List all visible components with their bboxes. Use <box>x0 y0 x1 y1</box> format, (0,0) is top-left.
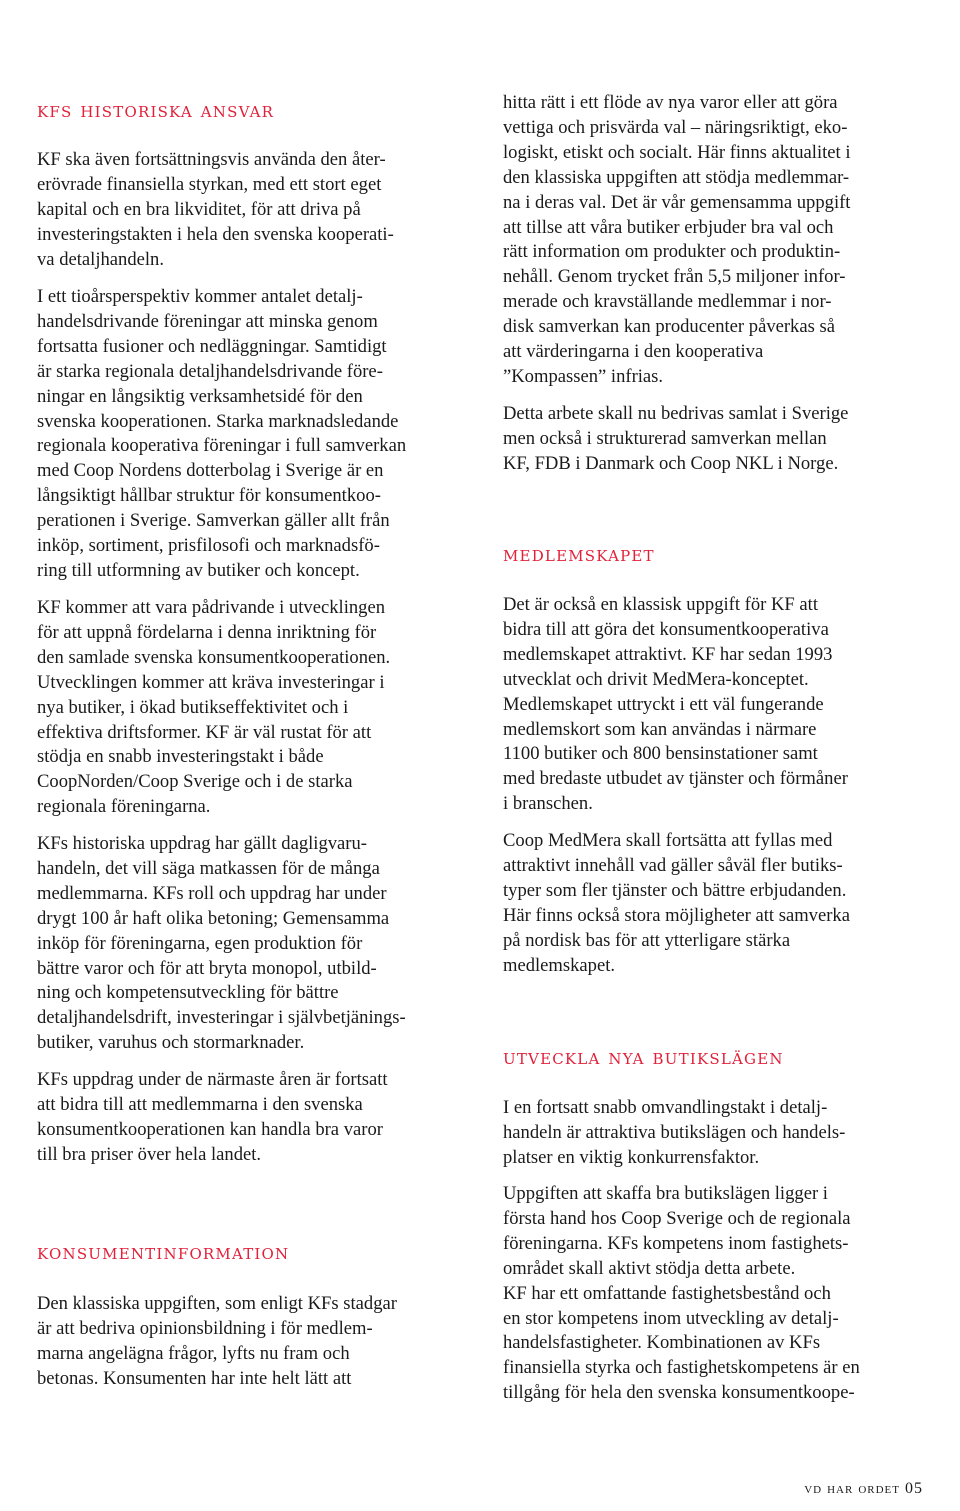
paragraph <box>503 1096 845 1171</box>
text-line: I ett tioårsperspektiv kommer antalet detalj- <box>37 286 363 307</box>
text-line: typer som fler tjänster och bättre erbjudanden. <box>503 879 847 901</box>
paragraph <box>37 148 394 273</box>
paragraph <box>37 596 390 820</box>
text-line: butiker, varuhus och stormarknader. <box>37 1032 305 1054</box>
text-line: bidra till att göra det konsumentkooperativa <box>503 618 829 640</box>
paragraph <box>37 832 406 1056</box>
paragraph <box>37 1292 397 1392</box>
paragraph <box>37 1068 388 1168</box>
text-line: inköp, sortiment, prisfilosofi och marknadsfö- <box>37 535 380 557</box>
text-line: effektiva driftsformer. KF är väl rustat för att <box>37 721 372 743</box>
text-line: medlemskapet. <box>503 954 616 976</box>
text-line: kapital och en bra likviditet, för att driva på <box>37 198 361 220</box>
text-line: fortsatta fusioner och nedläggningar. Samtidigt <box>37 335 387 357</box>
text-line: föreningarna. KFs kompetens inom fastighets- <box>503 1232 849 1254</box>
text-line: regionala kooperativa föreningar i full samverkan <box>37 435 407 457</box>
text-line: Här finns också stora möjligheter att samverka <box>503 904 850 926</box>
paragraph <box>503 829 850 978</box>
text-line: disk samverkan kan producenter påverkas så <box>503 316 835 338</box>
text-line: investeringstakten i hela den svenska kooperati- <box>37 223 394 245</box>
text-line: CoopNorden/Coop Sverige och i de starka <box>37 771 353 793</box>
text-line: är att bedriva opinionsbildning i för medlem- <box>37 1317 373 1339</box>
text-line: perationen i Sverige. Samverkan gäller allt från <box>37 510 390 532</box>
text-line: va detaljhandeln. <box>37 248 165 270</box>
text-line: vettiga och prisvärda val – näringsriktigt, eko- <box>503 116 848 138</box>
text-line: platser en viktig konkurrensfaktor. <box>503 1146 760 1168</box>
text-line: första hand hos Coop Sverige och de regionala <box>503 1207 851 1229</box>
text-line: regionala föreningarna. <box>37 796 211 818</box>
text-line: ring till utformning av butiker och koncept. <box>37 559 360 581</box>
text-line: detaljhandelsdrift, investeringar i självbetjänings- <box>37 1007 406 1029</box>
text-line: na i deras val. Det är vår gemensamma uppgift <box>503 191 851 213</box>
text-line: området skall aktivt stödja detta arbete. <box>503 1257 796 1279</box>
text-line: marna angelägna frågor, lyfts nu fram och <box>37 1342 350 1364</box>
text-line: medlemskort som kan användas i närmare <box>503 718 817 740</box>
text-line: Den klassiska uppgiften, som enligt KFs stadgar <box>37 1293 397 1314</box>
page-footer: vd har ordet 05 <box>804 1480 923 1497</box>
text-line: ning och kompetensutveckling för bättre <box>37 982 339 1004</box>
text-line: Coop MedMera skall fortsätta att fyllas med <box>503 830 833 851</box>
text-line: på nordisk bas för att ytterligare stärka <box>503 929 791 951</box>
text-line: hitta rätt i ett flöde av nya varor eller att göra <box>503 92 838 113</box>
text-line: svenska kooperationen. Starka marknadsledande <box>37 410 399 432</box>
text-line: är starka regionala detaljhandelsdrivande före- <box>37 360 383 382</box>
text-line: den samlade svenska konsumentkooperationen. <box>37 646 391 668</box>
text-line: långsiktigt hållbar struktur för konsumentkoo- <box>37 485 381 507</box>
text-line: handeln är attraktiva butikslägen och handels- <box>503 1121 846 1143</box>
text-line: erövrade finansiella styrkan, med ett stort eget <box>37 173 382 195</box>
text-line: attraktivt innehåll vad gäller såväl fler butiks- <box>503 854 843 876</box>
text-line: betonas. Konsumenten har inte helt lätt att <box>37 1367 352 1389</box>
text-line: inköp för föreningarna, egen produktion för <box>37 932 363 954</box>
text-line: handelsdrivande föreningar att minska genom <box>37 310 378 332</box>
text-line: en stor kompetens inom utveckling av detalj- <box>503 1307 839 1329</box>
paragraph <box>37 285 406 584</box>
text-line: KFs historiska uppdrag har gällt dagligvaru- <box>37 833 367 854</box>
text-line: KF ska även fortsättningsvis använda den åter- <box>37 149 386 170</box>
text-line: att bidra till att medlemmarna i den svenska <box>37 1093 363 1115</box>
text-line: Det är också en klassisk uppgift för KF att <box>503 594 818 615</box>
text-line: logiskt, etiskt och socialt. Här finns aktualitet i <box>503 141 851 163</box>
heading-utveckla-nya-butikslagen: utveckla nya butikslägen <box>503 1045 784 1069</box>
text-line: tillgång för hela den svenska konsumentkoope- <box>503 1382 855 1404</box>
text-line: att tillse att våra butiker erbjuder bra val och <box>503 216 834 238</box>
text-line: Medlemskapet uttryckt i ett väl fungerande <box>503 693 824 715</box>
text-line: ningar en långsiktig verksamhetsidé för den <box>37 385 363 407</box>
paragraph <box>503 1182 860 1406</box>
text-line: nya butiker, i ökad butikseffektivitet och i <box>37 696 349 718</box>
text-line: med bredaste utbudet av tjänster och förmåner <box>503 768 848 790</box>
text-line: 1100 butiker och 800 bensinstationer samt <box>503 743 818 765</box>
text-line: den klassiska uppgiften att stödja medlemmar- <box>503 166 850 188</box>
text-line: men också i strukturerad samverkan mellan <box>503 427 827 449</box>
text-line: med Coop Nordens dotterbolag i Sverige är en <box>37 460 384 482</box>
text-line: KF kommer att vara pådrivande i utvecklingen <box>37 597 386 618</box>
text-line: stödja en snabb investeringstakt i både <box>37 746 324 768</box>
text-line: finansiella styrka och fastighetskompetens är en <box>503 1357 860 1379</box>
text-line: rätt information om produkter och produktin- <box>503 241 841 263</box>
text-line: KFs uppdrag under de närmaste åren är fortsatt <box>37 1069 388 1090</box>
text-line: att värderingarna i den kooperativa <box>503 341 764 363</box>
text-line: konsumentkooperationen kan handla bra varor <box>37 1118 383 1140</box>
text-line: I en fortsatt snabb omvandlingstakt i detalj- <box>503 1097 828 1118</box>
heading-medlemskapet: medlemskapet <box>503 542 655 566</box>
text-line: i branschen. <box>503 793 593 815</box>
text-line: handeln, det vill säga matkassen för de många <box>37 857 380 879</box>
paragraph <box>503 402 848 477</box>
heading-konsumentinformation: konsumentinformation <box>37 1240 290 1264</box>
heading-kfs-historiska-ansvar: kfs historiska ansvar <box>37 98 275 122</box>
text-line: merade och kravställande medlemmar i nor- <box>503 291 832 313</box>
paragraph <box>503 91 851 390</box>
text-line: Utvecklingen kommer att kräva investeringar i <box>37 671 385 693</box>
text-line: medlemmarna. KFs roll och uppdrag har under <box>37 882 387 904</box>
text-line: för att uppnå fördelarna i denna inriktning för <box>37 621 377 643</box>
text-line: nehåll. Genom trycket från 5,5 miljoner infor- <box>503 266 846 288</box>
text-line: utvecklat och drivit MedMera-konceptet. <box>503 668 809 690</box>
text-line: Uppgiften att skaffa bra butikslägen ligger i <box>503 1183 828 1204</box>
text-line: drygt 100 år haft olika betoning; Gemensamma <box>37 907 390 929</box>
text-line: ”Kompassen” infrias. <box>503 365 664 387</box>
text-line: handelsfastigheter. Kombinationen av KFs <box>503 1332 821 1354</box>
text-line: Detta arbete skall nu bedrivas samlat i Sverige <box>503 403 849 424</box>
text-line: till bra priser över hela landet. <box>37 1143 262 1165</box>
text-line: medlemskapet attraktivt. KF har sedan 1993 <box>503 643 833 665</box>
text-line: KF, FDB i Danmark och Coop NKL i Norge. <box>503 452 839 474</box>
text-line: KF har ett omfattande fastighetsbestånd och <box>503 1282 831 1304</box>
paragraph <box>503 593 848 817</box>
text-line: bättre varor och för att bryta monopol, utbild- <box>37 957 377 979</box>
